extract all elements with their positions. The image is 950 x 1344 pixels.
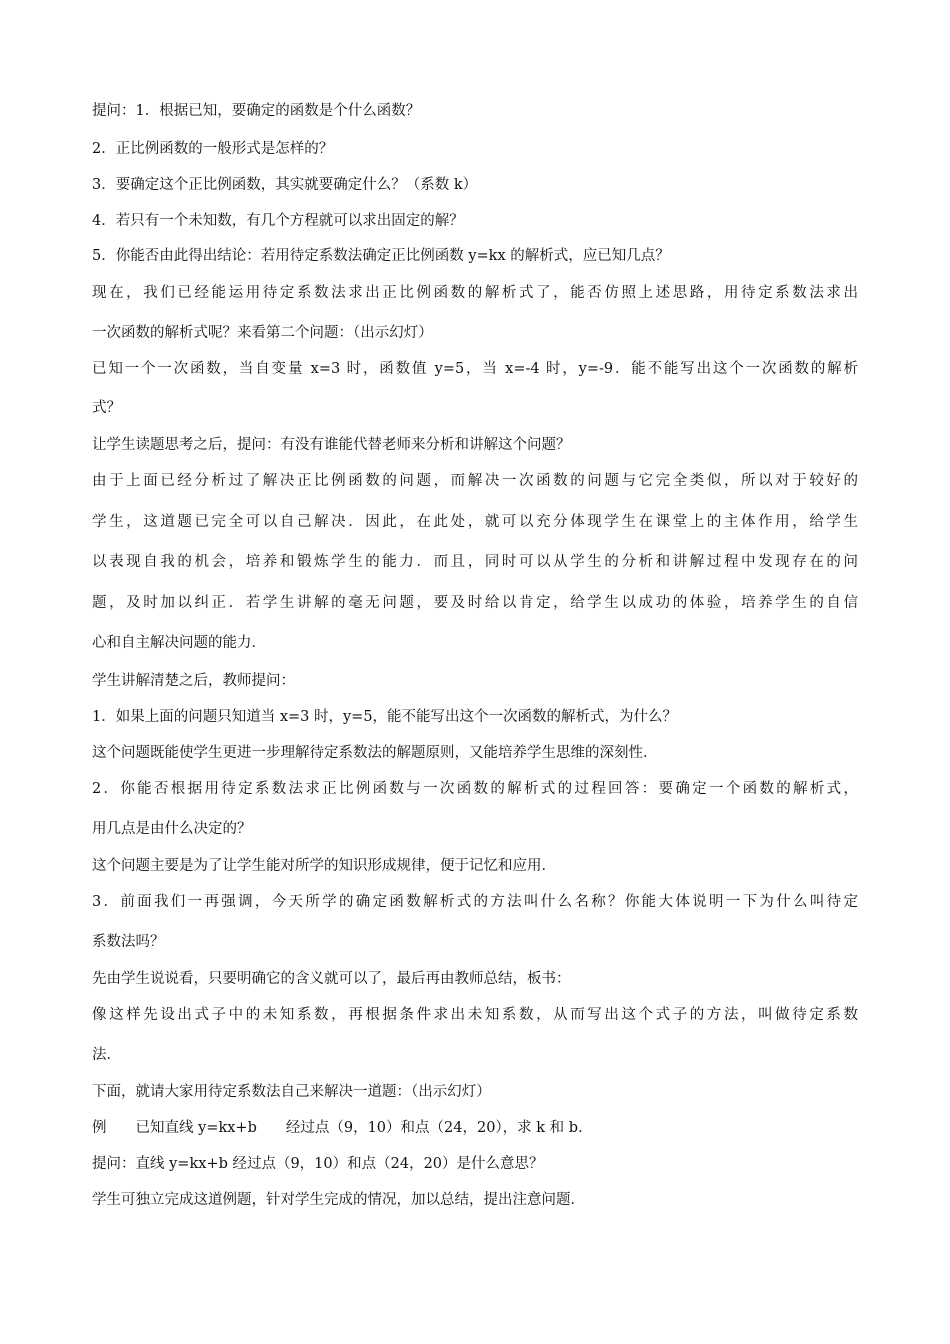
- question-3: 3．要确定这个正比例函数，其实就要确定什么？（系数 k）: [92, 177, 478, 193]
- paragraph-line: 由于上面已经分析过了解决正比例函数的问题，而解决一次函数的问题与它完全类似，所以对于较好的: [92, 473, 858, 489]
- paragraph-line: 3．前面我们一再强调，今天所学的确定函数解析式的方法叫什么名称？你能大体说明一下为什么叫待定: [92, 894, 858, 910]
- paragraph-line: 题，及时加以纠正．若学生讲解的毫无问题，要及时给以肯定，给学生以成功的体验，培养学生的自信: [92, 595, 858, 611]
- question-5: 5．你能否由此得出结论：若用待定系数法确定正比例函数 y=kx 的解析式，应已知几点？: [92, 248, 670, 264]
- question-1: 提问：1．根据已知，要确定的函数是个什么函数？: [92, 103, 421, 119]
- question-4: 4．若只有一个未知数，有几个方程就可以求出固定的解？: [92, 213, 464, 229]
- paragraph-line: 2．你能否根据用待定系数法求正比例函数与一次函数的解析式的过程回答：要确定一个函数的解析式，: [92, 781, 858, 797]
- paragraph-line: 式？: [92, 400, 121, 416]
- paragraph-line: 学生，这道题已完全可以自己解决．因此，在此处，就可以充分体现学生在课堂上的主体作用，给学生: [92, 514, 858, 530]
- paragraph-line: 学生可独立完成这道例题，针对学生完成的情况，加以总结，提出注意问题．: [92, 1192, 585, 1208]
- paragraph-line: 让学生读题思考之后，提问：有没有谁能代替老师来分析和讲解这个问题？: [92, 437, 571, 453]
- paragraph-line: 学生讲解清楚之后，教师提问：: [92, 673, 295, 689]
- paragraph-line: 下面，就请大家用待定系数法自己来解决一道题：（出示幻灯）: [92, 1084, 491, 1100]
- paragraph-line: 以表现自我的机会，培养和锻炼学生的能力．而且，同时可以从学生的分析和讲解过程中发现存在的问: [92, 554, 858, 570]
- paragraph-line: 心和自主解决问题的能力．: [92, 635, 266, 651]
- paragraph-line: 法．: [92, 1047, 121, 1063]
- paragraph-line: 这个问题主要是为了让学生能对所学的知识形成规律，便于记忆和应用．: [92, 858, 556, 874]
- paragraph-line: 已知一个一次函数，当自变量 x=3 时，函数值 y=5，当 x=-4 时，y=-9．能不能写出这个一次函数的解析: [92, 361, 858, 377]
- example-line: 例 已知直线 y=kx+b 经过点（9，10）和点（24，20），求 k 和 b．: [92, 1120, 593, 1136]
- paragraph-line: 1．如果上面的问题只知道当 x=3 时，y=5，能不能写出这个一次函数的解析式，为什么？: [92, 709, 678, 725]
- paragraph-line: 现在，我们已经能运用待定系数法求出正比例函数的解析式了，能否仿照上述思路，用待定系数法求出: [92, 285, 858, 301]
- paragraph-line: 系数法吗？: [92, 934, 165, 950]
- question-2: 2．正比例函数的一般形式是怎样的？: [92, 141, 334, 157]
- paragraph-line: 提问：直线 y=kx+b 经过点（9，10）和点（24，20）是什么意思？: [92, 1156, 544, 1172]
- paragraph-line: 用几点是由什么决定的？: [92, 821, 252, 837]
- paragraph-line: 像这样先设出式子中的未知系数，再根据条件求出未知系数，从而写出这个式子的方法，叫做待定系数: [92, 1007, 858, 1023]
- paragraph-line: 先由学生说说看，只要明确它的含义就可以了，最后再由教师总结，板书：: [92, 971, 571, 987]
- paragraph-line: 一次函数的解析式呢？来看第二个问题：（出示幻灯）: [92, 325, 433, 341]
- paragraph-line: 这个问题既能使学生更进一步理解待定系数法的解题原则，又能培养学生思维的深刻性．: [92, 745, 658, 761]
